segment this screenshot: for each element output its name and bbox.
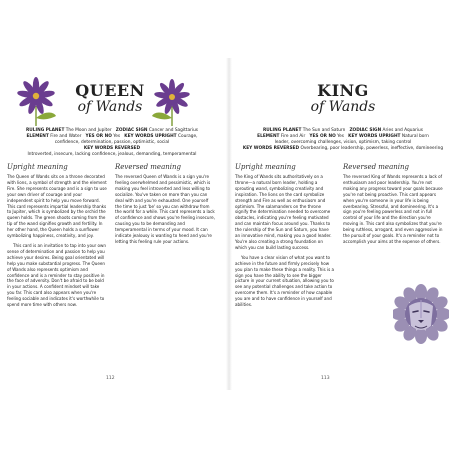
card-attributes [6, 128, 218, 158]
card-title-king [301, 82, 385, 115]
card-title-queen [68, 82, 152, 115]
attr-line-1: RULING PLANET The Sun and Saturn ZODIAC SIGN Aries and Aquarius [262, 128, 424, 133]
upright-column [235, 163, 335, 312]
card-attributes [235, 128, 451, 152]
attr-line-4: KEY WORDS REVERSED [83, 146, 141, 151]
page-number: 112 [106, 376, 115, 381]
upright-heading: Upright meaning [7, 163, 68, 171]
upright-column [7, 163, 107, 312]
right-page [231, 58, 456, 390]
title-bottom: of Wands [310, 99, 376, 115]
title-top: KING [317, 81, 369, 100]
upright-paragraph: The Queen of Wands sits on a throne decorated with lions, a symbol of strength and the element Fire. She represents courage and is a sign to use your own driver of courage and your independent spirit to help you move forward. This card represents impartial leadership thanks to Jupiter, which is symbolized by the orchid the queen holds. The green shoots coming from the tip of the wand signifies growth and fertility. In her other hand, the Queen holds a sunflower symbolizing happiness, creativity, and joy. [7, 174, 107, 239]
attr-line-2: ELEMENT Fire and Air YES OR NO Yes KEY WORDS UPRIGHT Natural born [257, 134, 429, 139]
attr-line-3: confidence, determination, passion, optimistic, social [54, 140, 170, 145]
flower-illustration-right [148, 78, 194, 128]
flower-illustration-left [16, 76, 64, 128]
page-number: 113 [321, 376, 330, 381]
book-spread [2, 58, 456, 390]
upright-paragraph: This card is an invitation to tap into your own sense of determination and passion to help you achieve your desires. Being goal orientated will help you make substantial progress. The Queen of Wands also represents optimism and confidence and is a reminder to stay positive in the face of adversity. Don't be afraid to be bold in your actions. A confident mindset will take you far. This card also appears when you're feeling sociable and indicates it's worthwhile to spend more time with others now. [7, 242, 106, 308]
attr-line-5: Introverted, insecure, lacking confidence, jealous, demanding, temperamental [27, 152, 197, 157]
title-bottom: of Wands [77, 99, 143, 115]
lion-illustration [393, 284, 449, 346]
upright-paragraph: The King of Wands sits authoritatively on a throne—a natural born leader, holding a sprouting wand, symbolizing creativity and inspiration. The lions on the card symbolize strength and Fire as well as enthusiasm and optimism. The salamanders on the throne signify the determination needed to overcome obstacles, indicating you're feeling motivated and can maintain focus around you. Thanks to the rulership of the Sun and Saturn, you have an innovative mind, making you a good leader. You're also creating a strong foundation on which you can build lasting success. [235, 174, 332, 250]
attr-line-1: RULING PLANET The Moon and Jupiter ZODIAC SIGN Cancer and Sagittarius [25, 128, 199, 133]
attr-line-2: ELEMENT Fire and Water YES OR NO Yes KEY WORDS UPRIGHT Courage, [26, 134, 198, 139]
reversed-heading: Reversed meaning [115, 163, 181, 171]
attr-line-3: leader, overcoming challenges, vision, optimism, taking control [274, 140, 412, 145]
reversed-paragraph: The reversed Queen of Wands is a sign you're feeling overwhelmed and pessimistic, which is making you feel introverted and less willing to socialize. You've taken on more than you can deal with and you're exhausted. One yourself the time to just 'be' so you can withdraw from the world for a while. This card represents a lack of confidence and shows you're feeling insecure, causing you to be demanding and temperamental in terms of your mood. It can indicate jealousy is wanting to heed and you're letting this feeling rule your actions. [115, 174, 215, 244]
upright-paragraph: You have a clear vision of what you want to achieve in the future and firmly precisely how you plan to make these things a reality. This is a sign you have the ability to see the bigger picture in your current situation, allowing you to see any potential challenges and take action to overcome them. It's a reminder of how capable you are and to have confidence in yourself and abilities. [235, 254, 335, 308]
upright-heading: Upright meaning [235, 163, 296, 171]
reversed-heading: Reversed meaning [343, 163, 409, 171]
title-top: QUEEN [75, 81, 145, 100]
attr-line-4: KEY WORDS REVERSED Overbearing, poor leadership, powerless, ineffective, domineering [242, 146, 444, 151]
reversed-column [115, 163, 215, 249]
reversed-paragraph: The reversed King of Wands represents a lack of enthusiasm and poor leadership. You're not making any progress toward your goals because you're not being proactive. This card appears when you're someone in your life is being overbearing. Stressful, and domineering. It's a sign you're feeling powerless and not in full control of your life and the direction you're moving in. This card also symbolizes that you're being ruthless, arrogant, and even aggressive in the pursuit of your goals. It's a reminder not to accomplish your aims at the expense of others. [343, 174, 443, 244]
reversed-column [343, 163, 445, 249]
left-page [2, 58, 227, 390]
